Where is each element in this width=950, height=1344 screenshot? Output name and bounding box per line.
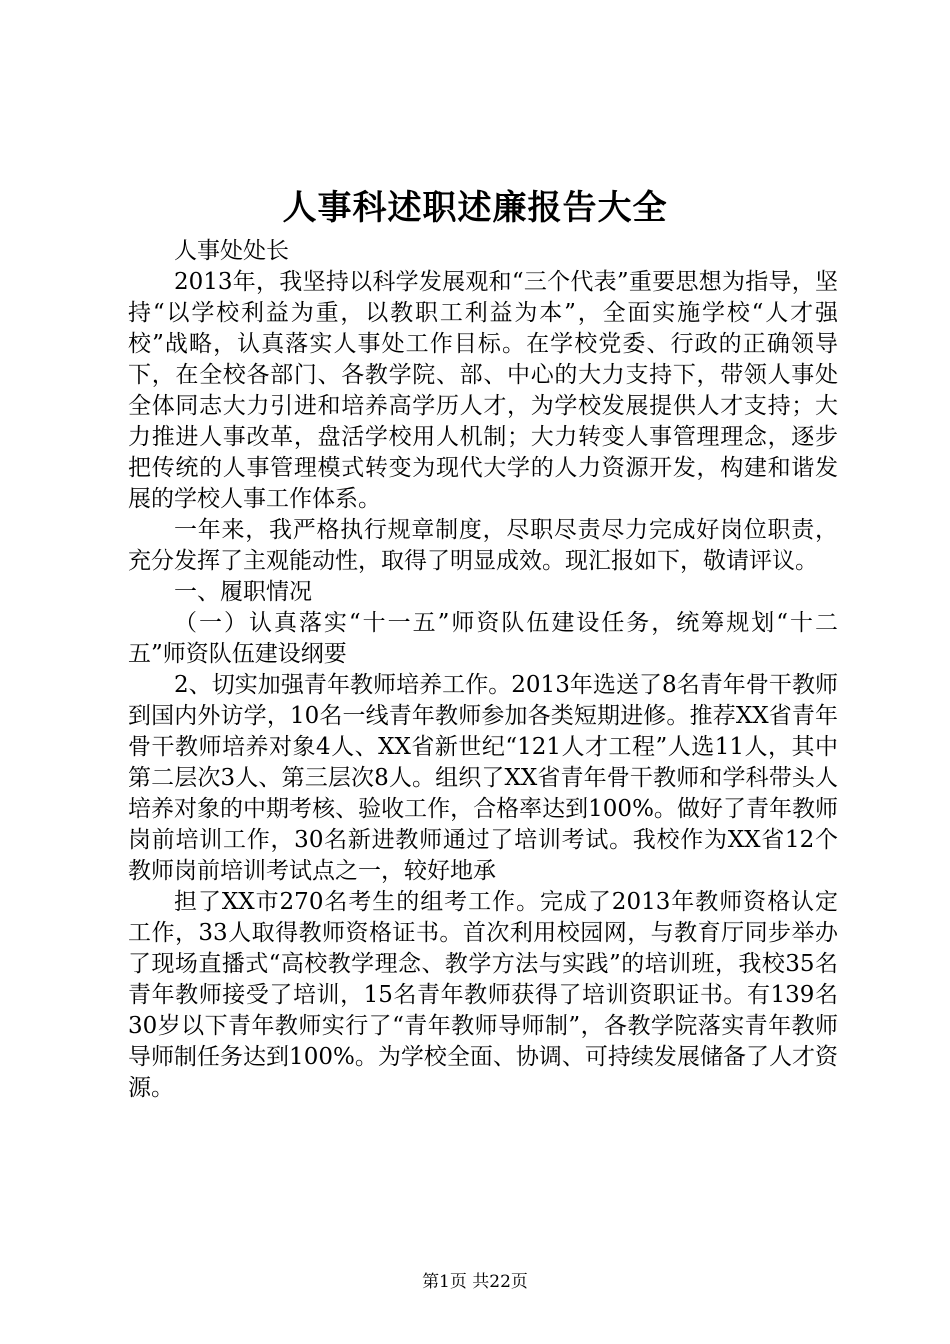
paragraph-continuation: 担了XX市270名考生的组考工作。完成了2013年教师资格认定工作，33人取得教师资格证书。首次利用校园网，与教育厅同步举办了现场直播式“高校教学理念、教学方法与实践”的培训班，我校35名青年教师接受了培训，15名青年教师获得了培训资职证书。有139名30岁以下青年教师实行了“青年教师导师制”，各教学院落实青年教师导师制任务达到100%。为学校全面、协调、可持续发展储备了人才资源。 bbox=[128, 889, 838, 1101]
subsection-heading: （一）认真落实“十一五”师资队伍建设任务，统筹规划“十二五”师资队伍建设纲要 bbox=[128, 610, 838, 667]
page-footer: 第1页 共22页 bbox=[422, 1272, 528, 1292]
document-body bbox=[128, 236, 838, 1104]
paragraph-summary: 一年来，我严格执行规章制度，尽职尽责尽力完成好岗位职责，充分发挥了主观能动性，取得了明显成效。现汇报如下，敬请评议。 bbox=[128, 517, 838, 574]
document-title: 人事科述职述廉报告大全 bbox=[282, 188, 668, 228]
section-heading: 一、履职情况 bbox=[174, 579, 312, 605]
paragraph-intro: 2013年，我坚持以科学发展观和“三个代表”重要思想为指导，坚持“以学校利益为重，以教职工利益为本”，全面实施学校“人才强校”战略，认真落实人事处工作目标。在学校党委、行政的正确领导下，在全校各部门、各教学院、部、中心的大力支持下，带领人事处全体同志大力引进和培养高学历人才，为学校发展提供人才支持；大力推进人事改革，盘活学校用人机制；大力转变人事管理理念，逐步把传统的人事管理模式转变为现代大学的人力资源开发，构建和谐发展的学校人事工作体系。 bbox=[128, 269, 838, 512]
author-line: 人事处处长 bbox=[174, 238, 289, 264]
paragraph-item-2: 2、切实加强青年教师培养工作。2013年选送了8名青年骨干教师到国内外访学，10名一线青年教师参加各类短期进修。推荐XX省青年骨干教师培养对象4人、XX省新世纪“121人才工程”人选11人，其中第二层次3人、第三层次8人。组织了XX省青年骨干教师和学科带头人培养对象的中期考核、验收工作，合格率达到100%。做好了青年教师岗前培训工作，30名新进教师通过了培训考试。我校作为XX省12个教师岗前培训考试点之一，较好地承 bbox=[128, 672, 838, 884]
